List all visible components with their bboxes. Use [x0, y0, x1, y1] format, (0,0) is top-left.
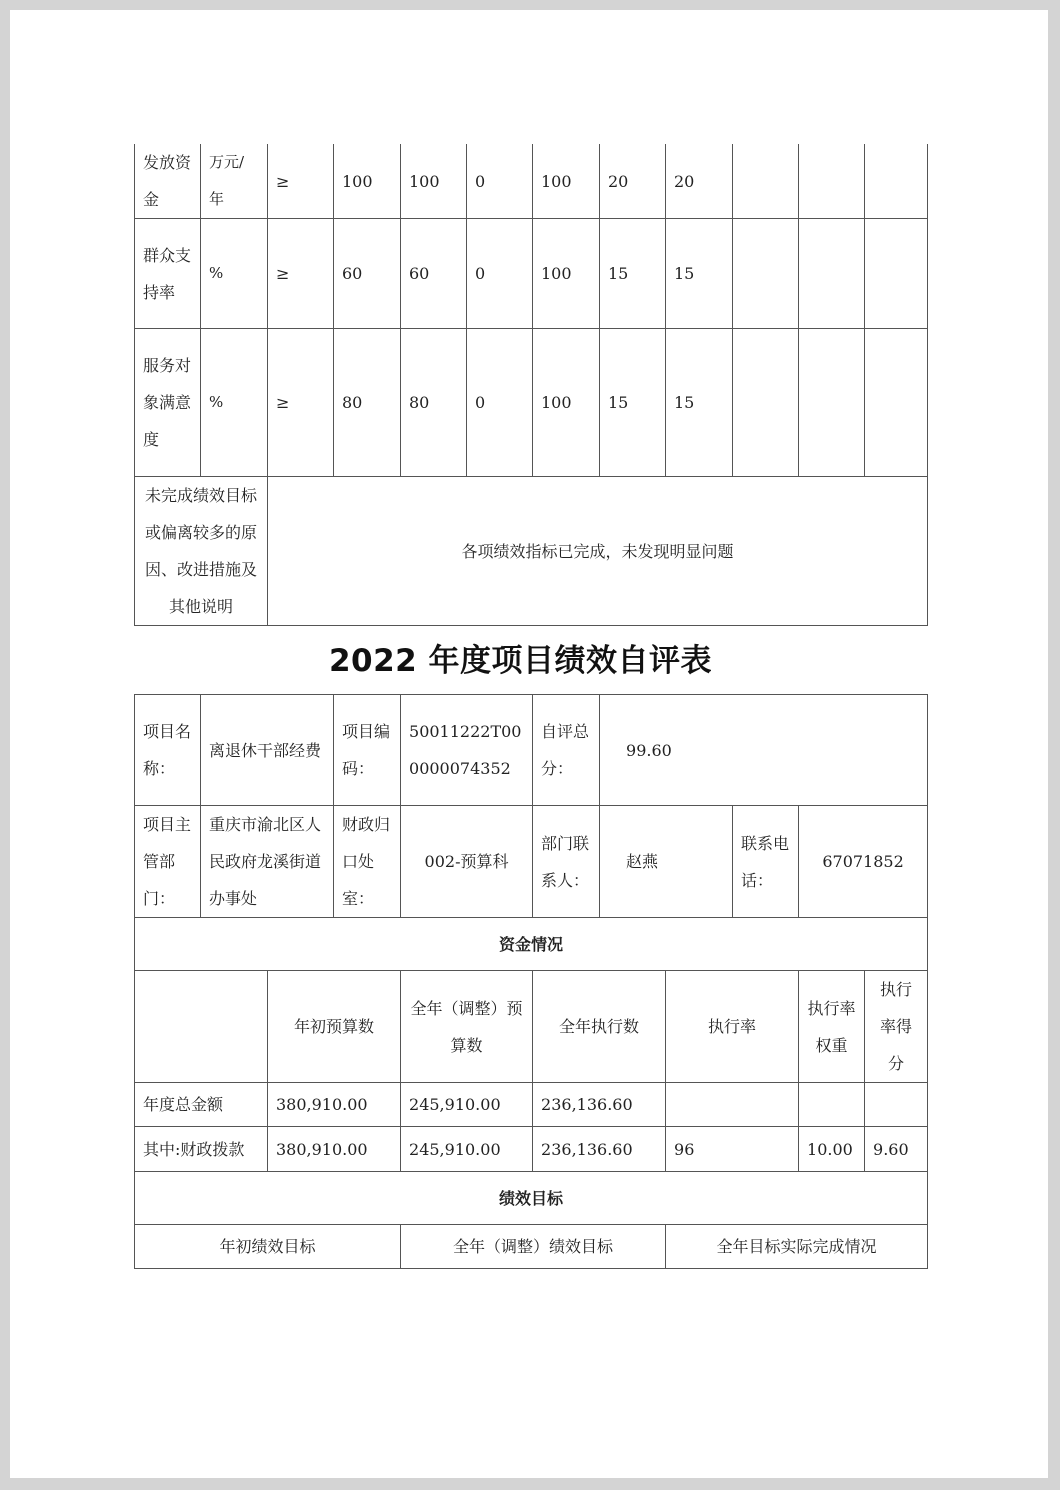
rate-score [865, 1083, 928, 1127]
department-label: 项目主管部门： [135, 806, 201, 918]
project-info-row [135, 695, 928, 806]
project-code: 50011222T000000074352 [401, 695, 533, 806]
funds-row-label: 其中:财政拨款 [135, 1127, 268, 1172]
header-initial-budget: 年初预算数 [268, 971, 401, 1083]
empty-cell [733, 219, 799, 329]
header-initial-goals: 年初绩效目标 [135, 1225, 401, 1269]
indicator-unit: 万元/年 [201, 144, 268, 219]
initial-budget: 380,910.00 [268, 1083, 401, 1127]
annual-execution: 236,136.60 [533, 1083, 666, 1127]
indicator-table [134, 144, 928, 626]
indicator-value: 0 [467, 144, 533, 219]
contact-label: 部门联系人： [533, 806, 600, 918]
header-rate-score: 执行率得分 [865, 971, 928, 1083]
project-code-label: 项目编码： [334, 695, 401, 806]
empty-cell [865, 144, 928, 219]
indicator-row [135, 219, 928, 329]
funds-row-label: 年度总金额 [135, 1083, 268, 1127]
office: 002-预算科 [401, 806, 533, 918]
notes-row [135, 477, 928, 626]
department: 重庆市渝北区人民政府龙溪街道办事处 [201, 806, 334, 918]
funds-row [135, 1127, 928, 1172]
header-adjusted-goals: 全年（调整）绩效目标 [401, 1225, 666, 1269]
funds-section-row [135, 918, 928, 971]
indicator-value: 15 [666, 329, 733, 477]
funds-header-row [135, 971, 928, 1083]
header-execution-rate: 执行率 [666, 971, 799, 1083]
execution-rate [666, 1083, 799, 1127]
indicator-value: 100 [334, 144, 401, 219]
empty-cell [733, 144, 799, 219]
score-label: 自评总分： [533, 695, 600, 806]
indicator-value: 100 [533, 144, 600, 219]
notes-label: 未完成绩效目标或偏离较多的原因、改进措施及其他说明 [135, 477, 268, 626]
contact-person: 赵燕 [600, 806, 733, 918]
adjusted-budget: 245,910.00 [401, 1083, 533, 1127]
empty-cell [799, 329, 865, 477]
empty-cell [865, 329, 928, 477]
project-name-label: 项目名称： [135, 695, 201, 806]
indicator-operator: ≥ [268, 329, 334, 477]
empty-cell [865, 219, 928, 329]
indicator-operator: ≥ [268, 144, 334, 219]
phone-label: 联系电话： [733, 806, 799, 918]
header-annual-execution: 全年执行数 [533, 971, 666, 1083]
page-title: 2022 年度项目绩效自评表 [328, 643, 713, 679]
indicator-unit: % [201, 329, 268, 477]
indicator-value: 15 [600, 219, 666, 329]
indicator-value: 100 [401, 144, 467, 219]
department-info-row [135, 806, 928, 918]
header-actual-completion: 全年目标实际完成情况 [666, 1225, 928, 1269]
indicator-value: 100 [533, 329, 600, 477]
indicator-value: 20 [666, 144, 733, 219]
indicator-row [135, 329, 928, 477]
indicator-value: 20 [600, 144, 666, 219]
header-adjusted-budget: 全年（调整）预算数 [401, 971, 533, 1083]
indicator-value: 0 [467, 329, 533, 477]
adjusted-budget: 245,910.00 [401, 1127, 533, 1172]
indicator-value: 0 [467, 219, 533, 329]
funds-section-title: 资金情况 [135, 918, 928, 971]
empty-cell [799, 144, 865, 219]
indicator-value: 80 [334, 329, 401, 477]
indicator-name: 群众支持率 [135, 219, 201, 329]
indicator-value: 15 [600, 329, 666, 477]
funds-row [135, 1083, 928, 1127]
self-evaluation-table [134, 694, 928, 1269]
indicator-row [135, 144, 928, 219]
indicator-name: 服务对象满意度 [135, 329, 201, 477]
empty-cell [799, 219, 865, 329]
indicator-value: 100 [533, 219, 600, 329]
project-name: 离退休干部经费 [201, 695, 334, 806]
notes-value: 各项绩效指标已完成，未发现明显问题 [268, 477, 928, 626]
indicator-name: 发放资金 [135, 144, 201, 219]
indicator-value: 60 [401, 219, 467, 329]
initial-budget: 380,910.00 [268, 1127, 401, 1172]
goals-header-row [135, 1225, 928, 1269]
office-label: 财政归口处室： [334, 806, 401, 918]
empty-cell [733, 329, 799, 477]
indicator-value: 60 [334, 219, 401, 329]
indicator-value: 15 [666, 219, 733, 329]
indicator-value: 80 [401, 329, 467, 477]
execution-rate: 96 [666, 1127, 799, 1172]
goals-section-row [135, 1172, 928, 1225]
goals-section-title: 绩效目标 [135, 1172, 928, 1225]
indicator-unit: % [201, 219, 268, 329]
indicator-operator: ≥ [268, 219, 334, 329]
phone: 67071852 [799, 806, 928, 918]
rate-weight [799, 1083, 865, 1127]
funds-header-empty [135, 971, 268, 1083]
annual-execution: 236,136.60 [533, 1127, 666, 1172]
header-rate-weight: 执行率权重 [799, 971, 865, 1083]
rate-weight: 10.00 [799, 1127, 865, 1172]
rate-score: 9.60 [865, 1127, 928, 1172]
score-value: 99.60 [600, 695, 928, 806]
